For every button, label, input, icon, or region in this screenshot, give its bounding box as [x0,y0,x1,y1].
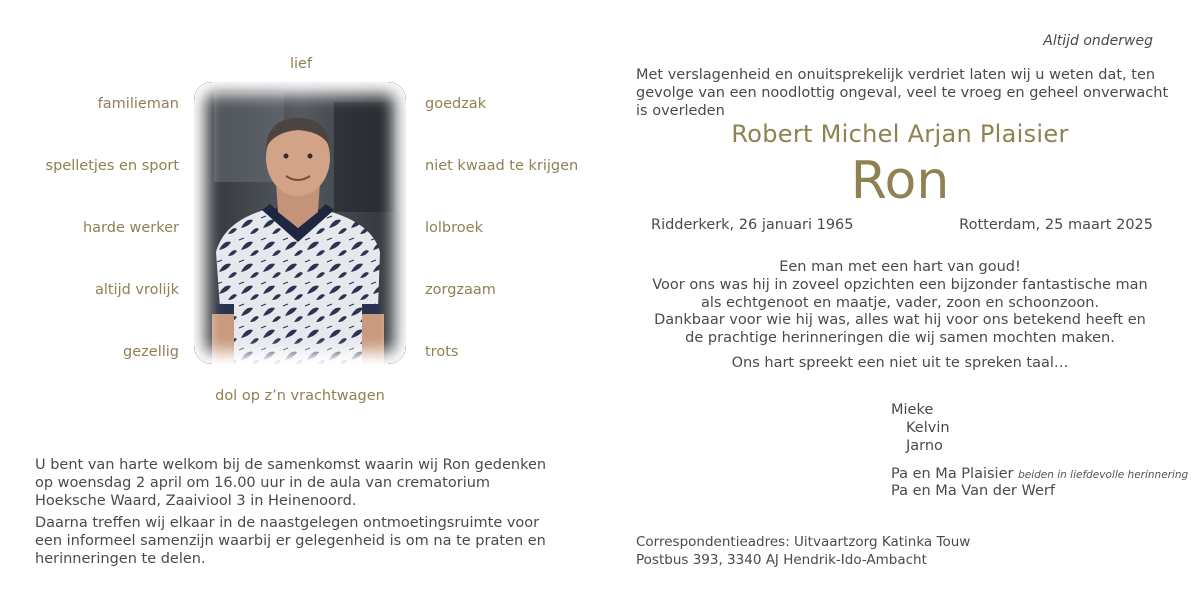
poem-line-2: Voor ons was hij in zoveel opzichten een bijzonder fantastische man [652,276,1148,293]
family-member-2: Kelvin [906,420,950,436]
poem-line-1: Een man met een hart van goud! [779,259,1021,275]
welcome-paragraph: U bent van harte welkom bij de samenkomst waarin wij Ron gedenken op woensdag 2 april om 16.00 uur in de aula van crematorium Hoeksche Waard, Zaaiviool 3 in Heinenoord. [35,457,547,509]
word-right-4: zorgzaam [425,282,496,298]
poem-line-3: als echtgenoot en maatje, vader, zoon en schoonzoon. [700,294,1100,311]
word-left-4: altijd vrolijk [94,282,179,298]
word-right-5: trots [425,344,459,360]
portrait-photo [194,82,406,364]
poem-closing-line: Ons hart spreekt een niet uit te spreken taal… [731,354,1069,371]
birth-date-place: Ridderkerk, 26 januari 1965 [651,217,854,233]
call-name: Ron [850,151,950,211]
full-name: Robert Michel Arjan Plaisier [731,120,1069,148]
parents-2: Pa en Ma Van der Werf [891,483,1055,499]
death-date-place: Rotterdam, 25 maart 2025 [959,217,1153,233]
parents-1-note: beiden in liefdevolle herinnering [1018,469,1189,481]
word-left-3: harde werker [82,220,179,236]
correspondence-address [636,534,970,569]
word-right-2: niet kwaad te krijgen [425,158,579,174]
correspondence-line-2: Postbus 393, 3340 AJ Hendrik-Ido-Ambacht [636,551,927,568]
word-top: lief [289,56,313,72]
family-member-1: Mieke [891,402,934,418]
poem [636,259,1164,373]
gathering-paragraph: Daarna treffen wij elkaar in de naastgelegen ontmoetingsruimte voor een informeel samenzijn waarbij er gelegenheid is om na te praten en herinneringen te delen. [35,515,546,567]
word-left-1: familieman [97,96,179,112]
motto: Altijd onderweg [1043,33,1153,49]
family-member-3: Jarno [906,438,943,454]
announcement-intro: Met verslagenheid en onuitsprekelijk verdriet laten wij u weten dat, ten gevolge van een noodlottig ongeval, veel te vroeg en geheel onverwacht is overleden [636,67,1169,119]
parents-1-name: Pa en Ma Plaisier [891,466,1014,482]
correspondence-line-1: Correspondentieadres: Uitvaartzorg Katinka Touw [636,534,971,550]
poem-line-5: de prachtige herinneringen die wij samen mochten maken. [685,330,1115,347]
poem-line-4: Dankbaar voor wie hij was, alles wat hij voor ons betekend heeft en [654,312,1146,329]
word-left-5: gezellig [123,344,179,360]
word-right-3: lolbroek [425,220,483,236]
word-left-2: spelletjes en sport [45,158,179,174]
word-right-1: goedzak [425,96,487,112]
word-bottom: dol op z’n vrachtwagen [215,388,385,404]
